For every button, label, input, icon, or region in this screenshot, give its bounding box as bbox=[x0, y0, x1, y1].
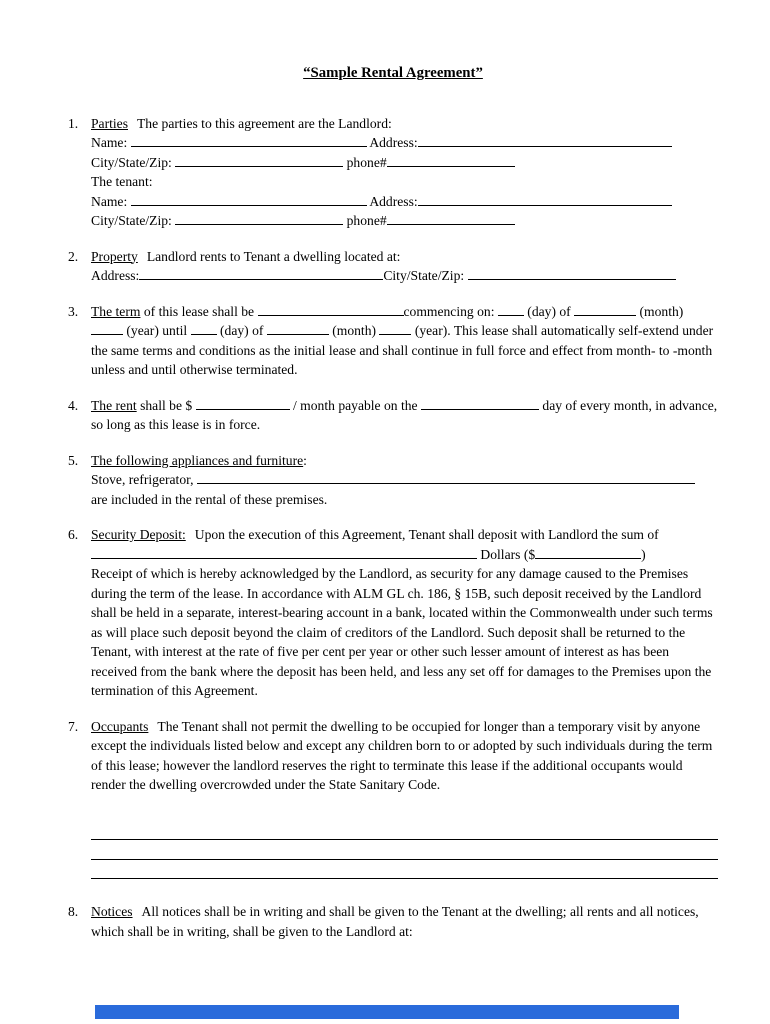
section-term-number: 3. bbox=[68, 303, 79, 319]
appliances-heading-colon: : bbox=[303, 452, 307, 468]
appliances-heading: The following appliances and furniture bbox=[91, 452, 304, 468]
section-term-content bbox=[91, 302, 718, 380]
rent-paragraph bbox=[91, 396, 718, 435]
deposit-amount-blank[interactable] bbox=[535, 546, 641, 559]
start-day-blank[interactable] bbox=[498, 303, 524, 316]
occupants-body-text: The Tenant shall not permit the dwelling to be occupied for longer than a temporary visit by anyone except the individuals listed below and except any children born to or adopted by such individuals during the term of this lease; however the landlord reserves the right to terminate this lease if the additional occupants would render the dwelling overcrowded under the State Sanitary Code. bbox=[91, 718, 713, 792]
section-security-deposit-content bbox=[91, 525, 718, 701]
parties-intro-line bbox=[91, 114, 718, 134]
term-text-3: (day) of bbox=[527, 303, 571, 319]
rent-text-2: / month payable on the bbox=[293, 397, 418, 413]
end-month-blank[interactable] bbox=[267, 322, 329, 335]
rent-amount-blank[interactable] bbox=[196, 397, 290, 410]
section-appliances-number: 5. bbox=[68, 452, 79, 468]
term-paragraph bbox=[91, 302, 718, 380]
section-rent bbox=[68, 396, 718, 435]
parties-intro-text: The parties to this agreement are the Landlord: bbox=[137, 115, 392, 131]
section-notices-number: 8. bbox=[68, 904, 79, 919]
deposit-body-text: Receipt of which is hereby acknowledged by the Landlord, as security for any damage caused to the Premises during the term of the lease. In accordance with ALM GL ch. 186, § 15B, such deposit received by the Landlord shall be held in a separate, interest-bearing account in a bank, located within the Commonwealth under such terms as will place such deposit beyond the claim of creditors of the Landlord. Such deposit shall be returned to the Tenant, with interest at the rate of five per cent per year or other such lesser amount of interest as has been received from the bank where the deposit has been held, and less any set off for damages to the Premises upon the termination of this Agreement. bbox=[91, 566, 713, 698]
appliances-items-prefix: Stove, refrigerator, bbox=[91, 472, 194, 487]
notices-heading: Notices bbox=[91, 904, 133, 919]
end-day-blank[interactable] bbox=[191, 322, 217, 335]
property-heading: Property bbox=[91, 248, 138, 264]
property-csz-label: City/State/Zip: bbox=[383, 268, 465, 283]
tenant-csz-line bbox=[91, 211, 718, 231]
appliances-included-line bbox=[91, 490, 718, 510]
landlord-phone-blank[interactable] bbox=[387, 154, 515, 167]
section-parties-number: 1. bbox=[68, 115, 79, 131]
occupant-line-3[interactable] bbox=[91, 860, 718, 880]
occupants-paragraph bbox=[91, 717, 718, 795]
deposit-words-blank[interactable] bbox=[91, 546, 477, 559]
appliances-included-text: are included in the rental of these premises. bbox=[91, 491, 328, 507]
property-address-blank[interactable] bbox=[139, 267, 383, 280]
section-rent-content bbox=[91, 396, 718, 435]
term-text-6: (day) of bbox=[220, 323, 264, 338]
section-notices bbox=[68, 902, 718, 941]
occupant-line-1[interactable] bbox=[91, 821, 718, 841]
tenant-name-line bbox=[91, 192, 718, 212]
start-month-blank[interactable] bbox=[574, 303, 636, 316]
tenant-intro-line bbox=[91, 172, 718, 192]
tenant-csz-blank[interactable] bbox=[175, 212, 343, 225]
rent-due-day-blank[interactable] bbox=[421, 397, 539, 410]
start-year-blank[interactable] bbox=[91, 322, 123, 335]
section-security-deposit-number: 6. bbox=[68, 527, 79, 542]
section-parties-content bbox=[91, 114, 718, 231]
section-occupants-content bbox=[91, 717, 718, 880]
term-text-8: (year). This lease shall automatically self-extend under the same terms and conditions as the initial lease and shall continue in full force and effect from month- to -month unless and until otherwise terminated. bbox=[91, 323, 714, 377]
section-rent-number: 4. bbox=[68, 397, 79, 413]
term-text-5: (year) until bbox=[126, 323, 188, 338]
landlord-name-blank[interactable] bbox=[131, 134, 367, 147]
deposit-body-paragraph bbox=[91, 564, 718, 701]
term-text-1: of this lease shall be bbox=[143, 303, 255, 319]
section-appliances bbox=[68, 451, 718, 510]
property-address-label: Address: bbox=[91, 268, 140, 283]
footer-bar bbox=[95, 1005, 679, 1019]
section-parties bbox=[68, 114, 718, 231]
landlord-name-label: Name: bbox=[91, 135, 128, 150]
occupant-line-2[interactable] bbox=[91, 840, 718, 860]
occupant-lines bbox=[91, 821, 718, 880]
landlord-csz-label: City/State/Zip: bbox=[91, 154, 172, 170]
tenant-phone-label: phone# bbox=[346, 213, 387, 228]
term-text-2: commencing on: bbox=[403, 303, 495, 319]
rent-text-3: day of every month, in advance, so long as this lease is in force. bbox=[91, 397, 718, 432]
rent-text-1: shall be $ bbox=[140, 397, 193, 413]
section-occupants bbox=[68, 717, 718, 880]
deposit-intro-text: Upon the execution of this Agreement, Tenant shall deposit with Landlord the sum of bbox=[194, 527, 659, 542]
property-address-line bbox=[91, 266, 718, 286]
deposit-close-paren: ) bbox=[641, 546, 646, 562]
tenant-address-label: Address: bbox=[369, 193, 418, 209]
appliances-heading-line bbox=[91, 451, 718, 471]
lease-term-blank[interactable] bbox=[258, 303, 404, 316]
rent-heading: The rent bbox=[91, 397, 137, 413]
appliances-items-line bbox=[91, 470, 718, 490]
landlord-csz-blank[interactable] bbox=[175, 154, 343, 167]
landlord-phone-label: phone# bbox=[346, 154, 387, 170]
parties-heading: Parties bbox=[91, 115, 128, 131]
property-intro-line bbox=[91, 247, 718, 267]
section-notices-content bbox=[91, 902, 718, 941]
section-security-deposit bbox=[68, 525, 718, 701]
appliances-blank[interactable] bbox=[197, 471, 695, 484]
landlord-address-blank[interactable] bbox=[418, 134, 672, 147]
rental-agreement-document bbox=[68, 64, 718, 941]
tenant-label: The tenant: bbox=[91, 174, 153, 189]
tenant-name-blank[interactable] bbox=[131, 193, 367, 206]
tenant-phone-blank[interactable] bbox=[387, 212, 515, 225]
section-term bbox=[68, 302, 718, 380]
landlord-name-line bbox=[91, 133, 718, 153]
term-text-4: (month) bbox=[639, 303, 684, 319]
tenant-csz-label: City/State/Zip: bbox=[91, 213, 172, 228]
end-year-blank[interactable] bbox=[379, 322, 411, 335]
section-property bbox=[68, 247, 718, 286]
notices-paragraph bbox=[91, 902, 718, 941]
deposit-sum-paragraph bbox=[91, 525, 718, 564]
tenant-name-label: Name: bbox=[91, 193, 128, 209]
term-text-7: (month) bbox=[332, 323, 377, 338]
section-property-content bbox=[91, 247, 718, 286]
property-csz-blank[interactable] bbox=[468, 267, 676, 280]
security-deposit-heading: Security Deposit: bbox=[91, 527, 186, 542]
tenant-address-blank[interactable] bbox=[418, 193, 672, 206]
property-intro-text: Landlord rents to Tenant a dwelling located at: bbox=[146, 248, 401, 264]
occupants-heading: Occupants bbox=[91, 718, 149, 734]
landlord-csz-line bbox=[91, 153, 718, 173]
term-heading: The term bbox=[91, 303, 141, 319]
document-title: “Sample Rental Agreement” bbox=[303, 65, 483, 81]
section-property-number: 2. bbox=[68, 248, 79, 264]
landlord-address-label: Address: bbox=[369, 135, 418, 150]
section-occupants-number: 7. bbox=[68, 718, 79, 734]
section-appliances-content bbox=[91, 451, 718, 510]
notices-body-text: All notices shall be in writing and shall be given to the Tenant at the dwelling; all rents and all notices, which shall be in writing, shall be given to the Landlord at: bbox=[91, 904, 699, 939]
deposit-dollars-text: Dollars ($ bbox=[480, 546, 536, 562]
